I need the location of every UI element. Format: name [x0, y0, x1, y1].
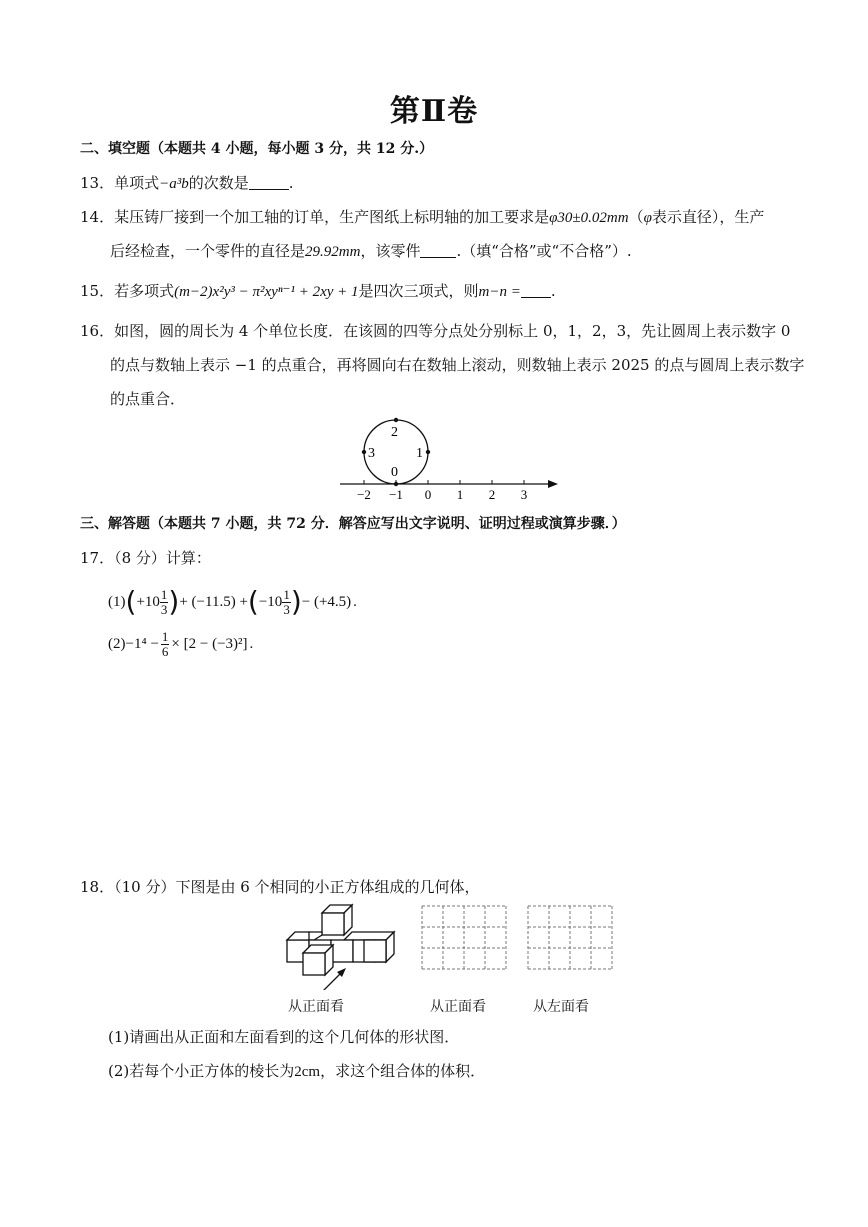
question-number: 18． [80, 878, 115, 896]
question-text: (2)若每个小正方体的棱长为 [108, 1062, 295, 1080]
question-text: 如图，圆的周长为 4 个单位长度．在该圆的四等分点处分别标上 0，1，2，3，先让圆周上表示数字 0 [114, 322, 791, 340]
math-term: −1⁴ − [125, 635, 159, 652]
numerator: 1 [283, 586, 290, 602]
part-label: (1) [108, 593, 126, 610]
question-14-line-1 [80, 206, 764, 227]
question-text: . [550, 282, 556, 300]
front-view-grid [420, 905, 510, 971]
question-16-line-3: 的点重合． [110, 390, 186, 408]
question-number: 13． [80, 174, 115, 192]
math-term: 2cm [294, 1064, 321, 1080]
question-15 [80, 280, 556, 301]
question-text: ，求这个组合体的体积． [320, 1062, 486, 1080]
math-expression: −a³b [159, 176, 189, 192]
math-term: . [249, 635, 254, 652]
math-symbol: φ [643, 210, 652, 226]
paren: ( [125, 585, 137, 618]
circle-number-line-figure [330, 410, 570, 505]
question-number: 14． [80, 208, 115, 226]
fraction [161, 630, 170, 659]
question-text: （ [628, 208, 644, 226]
left-view-grid [526, 905, 616, 971]
question-text: 后经检查，一个零件的直径是 [110, 242, 306, 260]
axis-tick-label: 2 [488, 487, 496, 502]
axis-tick-label: −1 [389, 487, 403, 502]
cube-solid-figure [282, 900, 402, 990]
axis-tick-label: 3 [520, 487, 528, 502]
math-term: × [2 − (−3)²] [171, 635, 248, 652]
question-text: ，该零件 [360, 242, 421, 260]
math-expression: m−n = [478, 284, 521, 300]
paren: ) [168, 585, 180, 618]
question-text: 表示直径），生产 [651, 208, 765, 226]
denominator: 3 [283, 601, 290, 617]
math-term: + (−11.5) + [179, 593, 248, 610]
question-text: 的次数是 [188, 174, 249, 192]
math-term: . [353, 593, 357, 610]
circle-point [362, 450, 366, 454]
fraction [160, 588, 169, 617]
question-17-part-2 [108, 624, 253, 664]
section-2-heading: 二、填空题（本题共 4 小题，每小题 3 分，共 12 分.） [80, 141, 434, 157]
denominator: 6 [161, 643, 169, 659]
question-17-part-1 [108, 582, 357, 622]
question-text: 是四次三项式，则 [358, 282, 479, 300]
question-number: 17． [80, 549, 115, 567]
part-label: (2) [108, 635, 126, 652]
question-text: .（填“合格”或“不合格”）. [456, 242, 632, 260]
arrow-icon [548, 480, 558, 488]
axis-tick-label: 1 [456, 487, 464, 502]
numerator: 1 [161, 628, 169, 644]
question-16-line-1 [80, 320, 790, 341]
paren: ( [247, 585, 259, 618]
question-13 [80, 172, 294, 193]
denominator: 3 [160, 601, 168, 617]
question-18-sub-2 [108, 1060, 485, 1081]
answer-blank [521, 283, 551, 298]
circle-point [426, 450, 430, 454]
caption-left-view: 从左面看 [533, 999, 589, 1015]
caption-front-view: 从正面看 [430, 999, 486, 1015]
page-title: 第Ⅱ卷 [389, 94, 479, 129]
circle-label-0: 0 [391, 465, 398, 480]
fraction [282, 588, 291, 617]
question-16-line-2: 的点与数轴上表示 −1 的点重合，再将圆向右在数轴上滚动，则数轴上表示 2025 的点与圆周上表示数字 [110, 356, 805, 374]
question-18-sub-1: (1)请画出从正面和左面看到的这个几何体的形状图． [108, 1028, 460, 1046]
math-expression: 29.92mm [305, 244, 361, 260]
circle-point [394, 418, 398, 422]
math-expression: (m−2)x²y³ − π²xyⁿ⁻¹ + 2xy + 1 [174, 284, 359, 300]
math-term: +10 [136, 593, 160, 610]
answer-blank [249, 175, 289, 190]
question-text: 若多项式 [114, 282, 175, 300]
math-term: −10 [258, 593, 283, 610]
question-14-line-2 [110, 240, 632, 261]
axis-tick-label: 0 [424, 487, 432, 502]
numerator: 1 [160, 586, 168, 602]
question-number: 15． [80, 282, 115, 300]
question-text: . [288, 174, 294, 192]
question-text: （10 分）下图是由 6 个相同的小正方体组成的几何体， [114, 878, 480, 896]
math-term: − (+4.5) [301, 593, 352, 610]
question-18 [80, 876, 480, 897]
question-17 [80, 547, 211, 568]
question-number: 16． [80, 322, 115, 340]
math-expression: φ30±0.02mm [549, 210, 629, 226]
caption-solid: 从正面看 [288, 999, 344, 1015]
circle-label-3: 3 [368, 446, 375, 461]
axis-tick-label: −2 [357, 487, 371, 502]
section-3-heading: 三、解答题（本题共 7 小题，共 72 分．解答应写出文字说明、证明过程或演算步骤．） [80, 516, 626, 532]
answer-blank [420, 243, 456, 258]
circle-label-2: 2 [391, 425, 398, 440]
paren: ) [290, 585, 302, 618]
circle-label-1: 1 [416, 446, 423, 461]
question-text: 单项式 [114, 174, 160, 192]
question-text: （8 分）计算： [114, 549, 211, 567]
question-text: 某压铸厂接到一个加工轴的订单，生产图纸上标明轴的加工要求是 [114, 208, 550, 226]
